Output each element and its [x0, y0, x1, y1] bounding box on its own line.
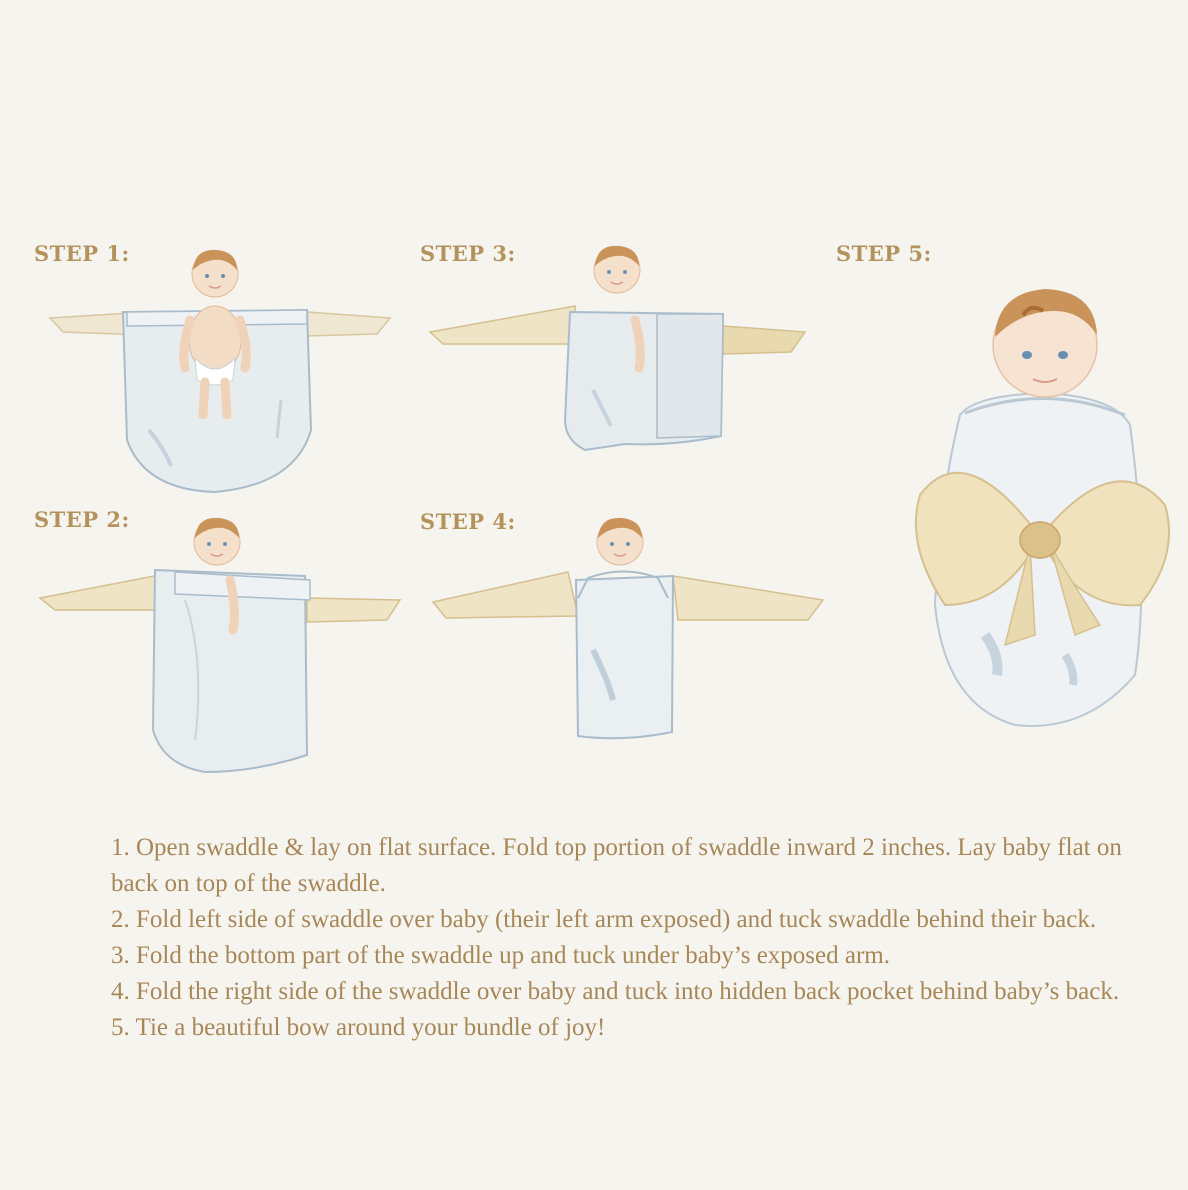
step-1-label: STEP 1:: [34, 241, 130, 266]
instruction-4: 4. Fold the right side of the swaddle over baby and tuck into hidden back pocket behind baby’s back.: [111, 978, 1120, 1005]
step-5-label: STEP 5:: [836, 241, 932, 266]
instruction-1: 1. Open swaddle & lay on flat surface. Fold top portion of swaddle inward 2 inches. Lay baby flat on back on top of the swaddle.: [111, 834, 1122, 897]
step-3-swaddle-drawing: [425, 240, 810, 465]
instruction-2: 2. Fold left side of swaddle over baby (their left arm exposed) and tuck swaddle behind their back.: [111, 906, 1097, 933]
instruction-5: 5. Tie a beautiful bow around your bundle of joy!: [111, 1014, 606, 1041]
step-4-label: STEP 4:: [420, 509, 516, 534]
step-5-bundle-drawing: [905, 275, 1180, 735]
instruction-3: 3. Fold the bottom part of the swaddle up and tuck under baby’s exposed arm.: [111, 942, 891, 969]
step-3-illustration: [425, 240, 810, 465]
step-1-swaddle-drawing: [45, 240, 395, 500]
step-4-swaddle-drawing: [428, 510, 828, 750]
step-4-illustration: [428, 510, 828, 750]
step-5-illustration: [905, 275, 1180, 735]
step-1-illustration: [45, 240, 395, 500]
instructions-list: [111, 830, 1131, 1046]
step-2-illustration: [35, 510, 405, 780]
step-2-swaddle-drawing: [35, 510, 405, 780]
step-3-label: STEP 3:: [420, 241, 516, 266]
step-2-label: STEP 2:: [34, 507, 130, 532]
